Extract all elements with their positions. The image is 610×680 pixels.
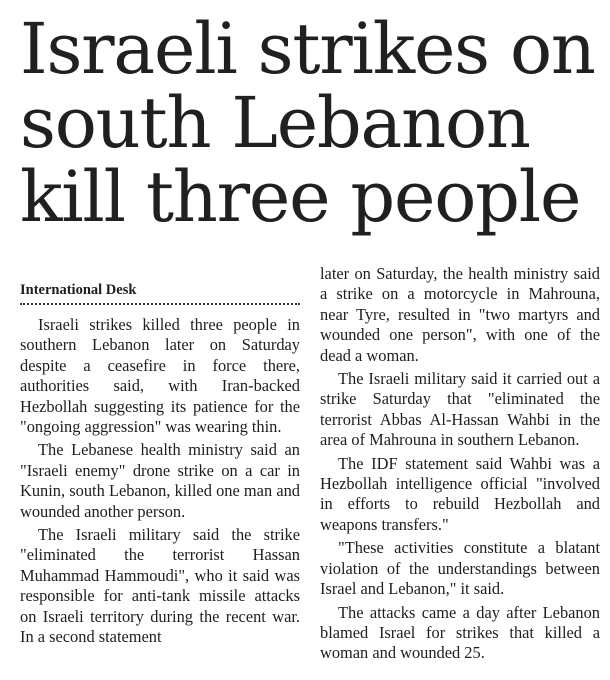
headline-line-3: kill three people [20, 156, 581, 238]
paragraph: The Israeli military said the strike "eliminated the terrorist Hassan Muhammad Hammoudi", who it said was responsible for anti-tank missile attacks on Israeli territory during the recent war. In a second statement [20, 525, 300, 647]
article-column-left [20, 262, 300, 651]
paragraph: The attacks came a day after Lebanon blamed Israel for strikes that killed a woman and wounded 25. [320, 602, 600, 663]
paragraph: The IDF statement said Wahbi was a Hezbollah intelligence official "involved in efforts to rebuild Hezbollah and weapons transfers." [320, 453, 600, 534]
desk-label: International Desk [20, 281, 300, 305]
paragraph: The Lebanese health ministry said an "Israeli enemy" drone strike on a car in Kunin, south Lebanon, killed one man and wounded another person. [20, 440, 300, 521]
paragraph: The Israeli military said it carried out a strike Saturday that "eliminated the terrorist Abbas Al-Hassan Wahbi in the area of Mahrouna in southern Lebanon. [320, 369, 600, 450]
headline-line-2: south Lebanon [20, 82, 530, 164]
headline [20, 8, 610, 238]
headline-line-1: Israeli strikes on [20, 8, 595, 90]
paragraph: Israeli strikes killed three people in southern Lebanon later on Saturday despite a ceasefire in force there, authorities said, with Iran-backed Hezbollah suggesting its patience for the "ongoing aggression" was wearing thin. [20, 315, 300, 437]
article-column-right [320, 264, 600, 667]
paragraph: "These activities constitute a blatant violation of the understandings between Israel and Lebanon," it said. [320, 538, 600, 599]
paragraph-continued: later on Saturday, the health ministry said a strike on a motorcycle in Mahrouna, near Tyre, resulted in "two martyrs and wounded one person", with one of the dead a woman. [320, 264, 600, 365]
